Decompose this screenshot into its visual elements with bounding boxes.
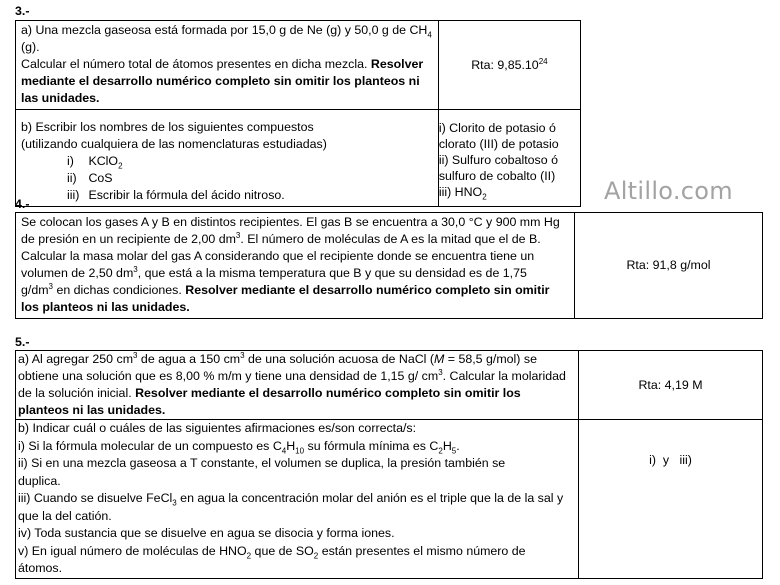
question-3a-answer: Rta: 9,85.10$^{24}$	[438, 21, 580, 110]
question-3b-statement: b) Escribir los nombres de los siguientes compuestos (utilizando cualquiera de las nomenclaturas estudiadas) i) KClO$_2$ ii) CoS iii) Escribir la fórmula del ácido nitroso.	[16, 110, 439, 207]
question-4-statement: Se colocan los gases A y B en distintos recipientes. El gas B se encuentra a 30,0 °C y 900 mm Hg de presión en un recipiente de 2,00 $dm^3$. El número de moléculas de A es la mitad que el de B. Calcular la masa molar del gas A considerando que el recipiente donde se encuentra tiene un volumen de 2,50 $dm^3$, que está a la misma temperatura que B y que su densidad es de 1,75 $g/dm^3$ en dichas condiciones. Resolver mediante el desarrollo numérico completo sin omitir los planteos ni las unidades.	[16, 213, 575, 319]
question-5b-item-ii: ii) Si en una mezcla gaseosa a T constante, el volumen se duplica, la presión también se duplica.	[18, 456, 506, 488]
question-5b-item-iv: iv) Toda sustancia que se disuelve en agua se disocia y forma iones.	[18, 526, 395, 540]
question-4-answer: Rta: 91,8 g/mol	[575, 213, 763, 319]
question-3b-answer: i) Clorito de potasio ó clorato (III) de potasio ii) Sulfuro cobaltoso ó sulfuro de cobalto (II) iii) $HNO_2$	[438, 110, 580, 207]
question-5b-item-i: i) Si la fórmula molecular de un compuesto es $C_4H_{10}$ su fórmula mínima es $C_2H_5$.	[18, 438, 460, 455]
question-5b-item-iii: iii) Cuando se disuelve FeCl$_3$ en agua la concentración molar del anión es el triple que la de la sal y que la del catión.	[18, 491, 564, 523]
question-5-table	[15, 350, 763, 579]
question-5-number: 5.-	[15, 335, 30, 349]
question-3b-item-iii: iii) Escribir la fórmula del ácido nitroso.	[67, 188, 285, 202]
question-5a-bold-instruction: Resolver mediante el desarrollo numérico completo sin omitir los planteos ni las unidades.	[18, 386, 521, 417]
question-5a-answer: Rta: 4,19 M	[579, 351, 763, 420]
question-5b-statement: b) Indicar cuál o cuáles de las siguientes afirmaciones es/son correcta/s: i) Si la fórmula molecular de un compuesto es $C_4H_{10}$ su fórmula mínima es $C_2H_5$. ii) Si en una mezcla gaseosa a T constante, el volumen se duplica, la presión también se duplica. iii) Cuando se disuelve FeCl$_3$ en agua la concentración molar del anión es el triple que la de la sal y que la del catión. iv) Toda sustancia que se disuelve en agua se disocia y forma iones. v) En igual número de moléculas de $HNO_2$ que de $SO_2$ están presentes el mismo número de átomos.	[16, 420, 579, 579]
question-4-number: 4.-	[15, 197, 30, 211]
question-4-bold-instruction: Resolver mediante el desarrollo numérico completo sin omitir los planteos ni las unidades.	[21, 283, 550, 314]
question-5a-statement: a) Al agregar 250 $cm^3$ de agua a 150 $cm^3$ de una solución acuosa de NaCl (M = 58,5 g/mol) se obtiene una solución que es 8,00 % m/m y tiene una densidad de 1,15 g/ $cm^3$. Calcular la molaridad de la solución inicial. Resolver mediante el desarrollo numérico completo sin omitir los planteos ni las unidades.	[16, 351, 579, 420]
question-5b-item-v: v) En igual número de moléculas de $HNO_2$ que de $SO_2$ están presentes el mismo número de átomos.	[18, 543, 526, 575]
question-3a-bold-instruction: Resolver mediante el desarrollo numérico completo sin omitir los planteos ni las unidades.	[21, 57, 424, 105]
question-3b-item-ii: ii) CoS	[67, 171, 113, 185]
question-5b-answer: i) y iii)	[579, 420, 763, 579]
question-3-number: 3.-	[15, 4, 30, 18]
question-4-table	[15, 212, 763, 319]
question-3b-item-i: i) KClO$_2$	[67, 154, 123, 171]
altillo-watermark: Altillo.com	[604, 177, 733, 205]
question-3-table	[15, 20, 581, 207]
question-3a-statement: a) Una mezcla gaseosa está formada por 15,0 g de Ne (g) y 50,0 g de $CH_4$ (g). Calcular el número total de átomos presentes en dicha mezcla. Resolver mediante el desarrollo numérico completo sin omitir los planteos ni las unidades.	[16, 21, 439, 110]
